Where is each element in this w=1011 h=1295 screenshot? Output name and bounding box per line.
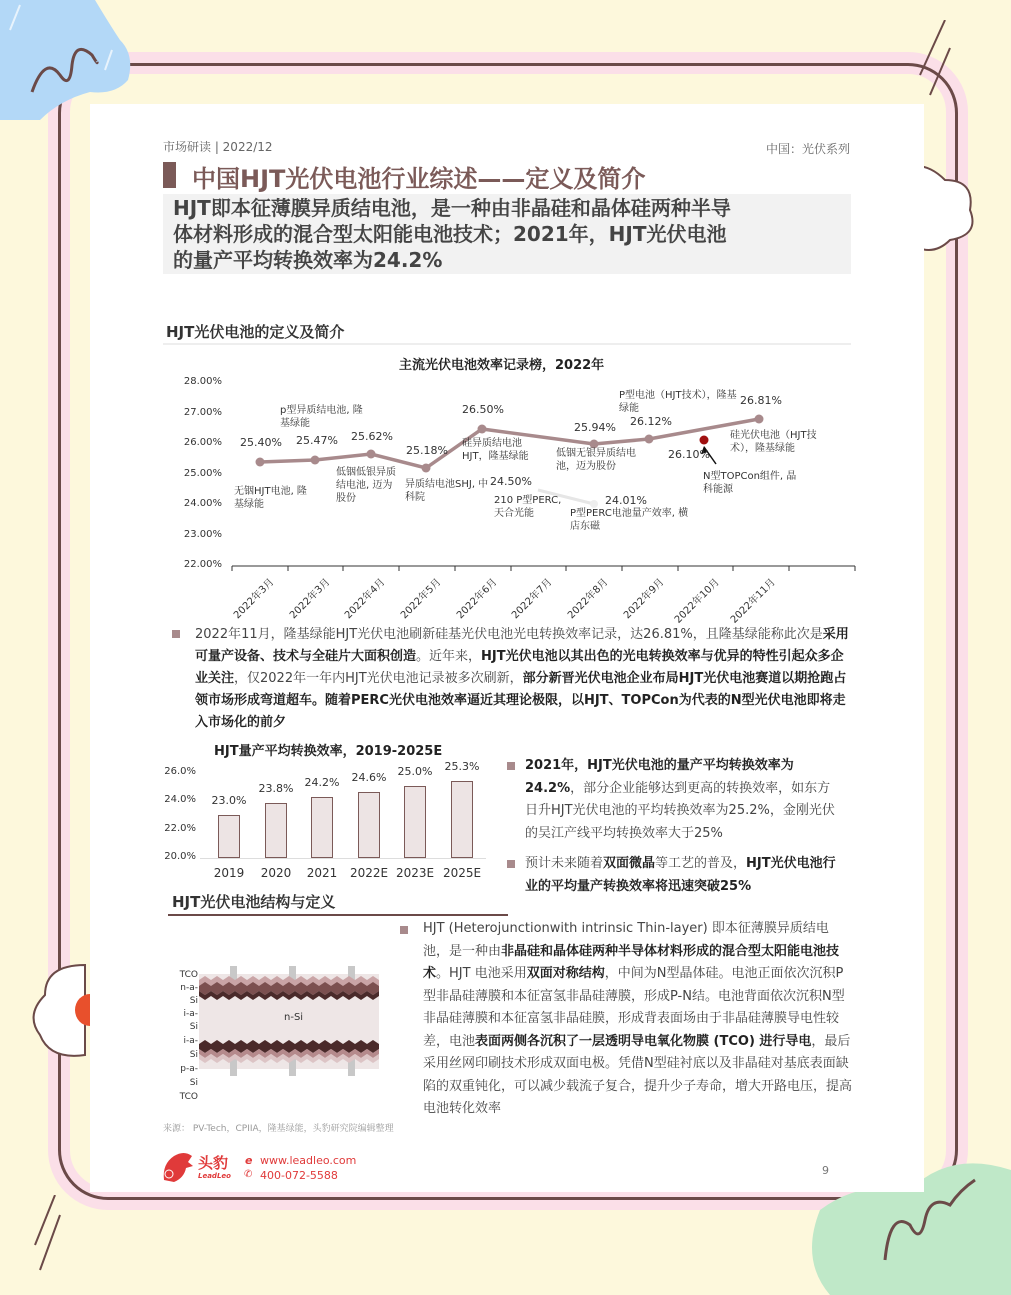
x-axis [200,858,486,859]
bullet-text-2021: 2021年，HJT光伏电池的量产平均转换效率为24.2%，部分企业能够达到更高的转换效率，如东方日升HJT光伏电池的平均转换效率为25.2%，金刚光伏的吴江产线平均转换效率大于25% [525,758,835,841]
x-tick: 2022年11月 [728,576,778,626]
y-tick: 24.0% [164,794,196,805]
y-tick: 27.00% [183,407,222,418]
x-tick: 2023E [395,866,435,880]
section-title: HJT光伏电池的定义及简介 [166,323,345,341]
data-label: 26.50% [462,403,504,416]
point-annotation: 低铟无银异质结电池，迈为股份 [556,448,636,472]
x-tick: 2020 [260,866,292,880]
y-tick: 22.00% [183,559,222,570]
line-chart-title: 主流光伏电池效率记录榜，2022年 [399,358,605,373]
brand-name-en: LeadLeo [198,1172,231,1180]
source-note: 来源： PV-Tech，CPIIA，隆基绿能，头豹研究院编辑整理 [163,1124,394,1134]
point-annotation: 低铟低银异质结电池, 迈为股份 [336,467,396,504]
bar-value-label: 23.8% [258,782,294,795]
page-title: 中国HJT光伏电池行业综述——定义及简介 [192,165,646,193]
website-link[interactable]: www.leadleo.com [260,1154,357,1167]
data-label: 25.47% [296,434,338,447]
diagram-labels-bottom: i-a-Si p-a-Si TCO [179,1036,198,1102]
bar-value-label: 25.3% [444,760,480,773]
flower-decoration-left [25,960,95,1070]
line-chart-plot [90,104,924,624]
report-page [90,104,924,1192]
point-annotation: p型异质结电池, 隆基绿能 [280,405,363,429]
x-tick: 2022年8月 [566,576,611,622]
x-tick: 2022年7月 [510,576,555,622]
bar-value-label: 23.0% [211,794,247,807]
x-tick: 2025E [442,866,482,880]
y-tick: 26.00% [183,437,222,448]
summary-line: 的量产平均转换效率为24.2% [173,248,443,272]
point-annotation: 硅光伏电池（HJT技术），隆基绿能 [730,430,817,454]
bar [451,781,473,858]
y-tick: 28.00% [183,376,222,387]
bar [218,815,240,858]
point-annotation: 无铟HJT电池, 隆基绿能 [234,486,307,510]
x-tick: 2022年3月 [232,576,277,622]
y-tick: 25.00% [183,468,222,479]
data-label: 26.81% [740,394,782,407]
bar-value-label: 25.0% [397,765,433,778]
y-tick: 20.0% [164,851,196,862]
paragraph-record: 2022年11月，隆基绿能HJT光伏电池刷新硅基光伏电池光电转换效率记录，达26.81%，且隆基绿能称此次是采用可量产设备、技术与全硅片大面积创造。近年来，HJT光伏电池以其出色的光电转换效率与优异的特性引起众多企业关注，仅2022年一年内HJT光伏电池记录被多次刷新，部分新晋光伏电池企业布局HJT光伏电池赛道以期抢跑占领市场形成弯道超车。随着PERC光伏电池效率逼近其理论极限，以HJT、TOPCon为代表的N型光伏电池即将走入市场化的前夕 [195,627,849,730]
paragraph-hjt-definition: HJT (Heterojunctionwith intrinsic Thin-layer) 即本征薄膜异质结电池，是一种由非晶硅和晶体硅两种半导体材料形成的混合型太阳能电池技术。HJT 电池采用双面对称结构，中间为N型晶体硅。电池正面依次沉积P型非晶硅薄膜和本征富氢非晶硅薄膜，形成P-N结。电池背面依次沉积N型非晶硅薄膜和本征富氢非晶硅膜，形成背表面场由于非晶硅薄膜导电性较差，电池表面两侧各沉积了一层透明导电氧化物膜 (TCO) 进行导电，最后采用丝网印刷技术形成双面电极。凭借N型硅衬底以及非晶硅对基底表面缺陷的双重钝化，可以减少载流子复合，提升少子寿命，增大开路电压，提高电池转化效率 [423,921,853,1116]
header-left: 市场研读 | 2022/12 [163,140,273,154]
section-divider [168,914,508,916]
x-tick: 2022年4月 [343,576,388,622]
diagram-core-label: n-Si [284,1012,304,1023]
x-tick: 2021 [306,866,338,880]
bar-value-label: 24.6% [351,771,387,784]
data-label: 26.10% [668,448,710,461]
phone-icon: ✆ [244,1169,253,1180]
bar-value-label: 24.2% [304,776,340,789]
x-tick: 2022年5月 [399,576,444,622]
page-number: 9 [822,1164,829,1177]
leadleo-logo-icon [160,1150,194,1184]
point-annotation: N型TOPCon组件, 晶科能源 [703,471,797,495]
slash-decoration-bottom [30,1195,70,1275]
bar [358,792,380,858]
point-annotation: 硅异质结电池HJT，隆基绿能 [462,438,529,462]
y-tick: 24.00% [183,498,222,509]
data-label: 25.62% [351,430,393,443]
data-label: 25.40% [240,436,282,449]
point-annotation: 异质结电池SHJ, 中科院 [405,479,489,503]
point-annotation: P型电池（HJT技术），隆基绿能 [619,390,737,414]
slash-decoration-top [900,20,960,100]
x-tick: 2022年9月 [622,576,667,622]
bar [404,786,426,858]
blue-blob-decoration [0,0,140,120]
bullet-icon [507,762,515,770]
x-tick: 2022E [349,866,389,880]
bar [311,797,333,858]
point-annotation: P型PERC电池量产效率, 横店东磁 [570,508,689,532]
bar [265,803,287,858]
y-tick: 22.0% [164,823,196,834]
bullet-text-forecast: 预计未来随着双面微晶等工艺的普及，HJT光伏电池行业的平均量产转换效率将迅速突破25% [525,856,836,894]
data-label: 24.50% [490,475,532,488]
diagram-labels-top: TCO n-a-Si i-a-Si [179,970,198,1032]
bullet-icon [507,860,515,868]
bullet-icon [172,630,180,638]
data-label: 25.18% [406,444,448,457]
y-tick: 23.00% [183,529,222,540]
summary-line: 体材料形成的混合型太阳能电池技术；2021年，HJT光伏电池 [173,222,727,246]
x-tick: 2019 [213,866,245,880]
summary-line: HJT即本征薄膜异质结电池，是一种由非晶硅和晶体硅两种半导 [173,196,731,220]
bar-chart-title: HJT量产平均转换效率，2019-2025E [214,744,443,759]
x-tick: 2022年10月 [672,576,722,626]
phone-number: 400-072-5588 [260,1169,338,1182]
data-label: 25.94% [574,421,616,434]
x-tick: 2022年3月 [288,576,333,622]
hjt-structure-diagram [165,964,395,1084]
point-annotation: 210 P型PERC, 天合光能 [494,495,562,519]
data-label: 24.01% [605,494,647,507]
y-tick: 26.0% [164,766,196,777]
x-tick: 2022年6月 [455,576,500,622]
data-label: 26.12% [630,415,672,428]
brand-name: 头豹 [198,1154,229,1172]
web-icon: e [245,1154,253,1167]
section-title: HJT光伏电池结构与定义 [172,893,336,911]
header-right: 中国：光伏系列 [765,142,850,156]
bullet-icon [400,926,408,934]
